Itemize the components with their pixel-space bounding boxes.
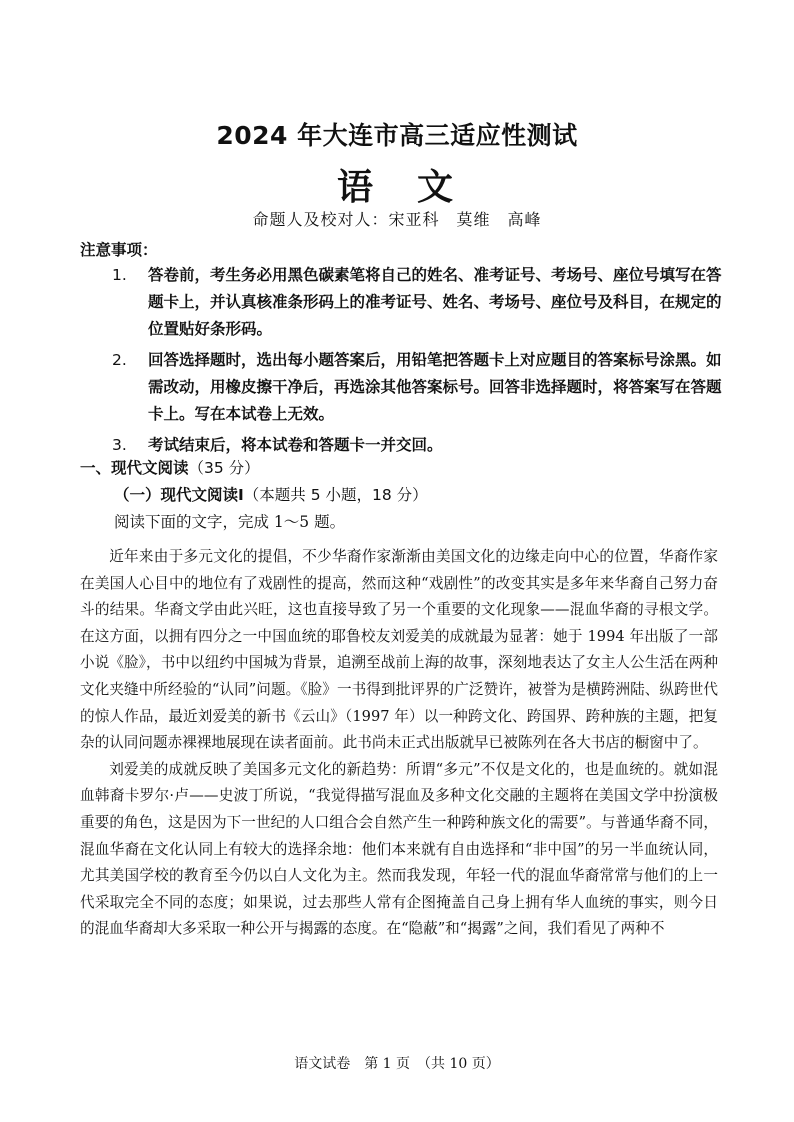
notice-list bbox=[112, 262, 724, 463]
notice-item bbox=[112, 262, 724, 343]
section-heading bbox=[80, 456, 260, 478]
notice-number: 1. bbox=[112, 266, 127, 284]
notice-text: 考试结束后，将本试卷和答题卡一并交回。 bbox=[148, 436, 443, 454]
subsection-note: （本题共 5 小题，18 分） bbox=[243, 486, 428, 504]
notice-item bbox=[112, 347, 724, 428]
notice-item bbox=[112, 432, 724, 459]
subsection-title: （一）现代文阅读Ⅰ bbox=[114, 486, 244, 504]
subsection-heading bbox=[114, 483, 428, 505]
section-title: 一、现代文阅读 bbox=[80, 459, 189, 477]
article-paragraph: 近年来由于多元文化的提倡，不少华裔作家渐渐由美国文化的边缘走向中心的位置，华裔作家在美国人心目中的地位有了戏剧性的提高，然而这种“戏剧性”的改变其实是多年来华裔自己努力奋斗的结果。华裔文学由此兴旺，这也直接导致了另一个重要的文化现象——混血华裔的寻根文学。在这方面，以拥有四分之一中国血统的耶鲁校友刘爱美的成就最为显著：她于 1994 年出版了一部小说《脸》，书中以纽约中国城为背景，追溯至战前上海的故事，深刻地表达了女主人公生活在两种文化夹缝中所经验的“认同”问题。《脸》一书得到批评界的广泛赞许，被誉为是横跨洲陆、纵跨世代的惊人作品，最近刘爱美的新书《云山》（1997 年）以一种跨文化、跨国界、跨种族的主题，把复杂的认同问题赤裸裸地展现在读者面前。此书尚未正式出版就早已被陈列在各大书店的橱窗中了。 bbox=[80, 548, 718, 752]
article-paragraph: 刘爱美的成就反映了美国多元文化的新趋势：所谓“多元”不仅是文化的，也是血统的。就如混血韩裔卡罗尔·卢——史波丁所说，“我觉得描写混血及多种文化交融的主题将在美国文学中扮演极重要的角色，这是因为下一世纪的人口组合会自然产生一种跨种族文化的需要”。与普通华裔不同，混血华裔在文化认同上有较大的选择余地：他们本来就有自由选择和“非中国”的另一半血统认同，尤其美国学校的教育至今仍以白人文化为主。然而我发现，年轻一代的混血华裔常常与他们的上一代采取完全不同的态度；如果说，过去那些人常有企图掩盖自己身上拥有华人血统的事实，则今日的混血华裔却大多采取一种公开与揭露的态度。在“隐蔽”和“揭露”之间，我们看见了两种不 bbox=[80, 760, 718, 938]
notice-text: 答卷前，考生务必用黑色碳素笔将自己的姓名、准考证号、考场号、座位号填写在答题卡上，并认真核准条形码上的准考证号、姓名、考场号、座位号及科目，在规定的位置贴好条形码。 bbox=[148, 266, 722, 338]
authors-line: 命题人及校对人：宋亚科 莫维 高峰 bbox=[252, 210, 542, 229]
notice-number: 2. bbox=[112, 351, 127, 369]
notice-number: 3. bbox=[112, 436, 127, 454]
exam-title: 2024 年大连市高三适应性测试 bbox=[216, 121, 578, 150]
page-footer: 语文试卷 第 1 页 （共 10 页） bbox=[294, 1056, 500, 1072]
notice-text: 回答选择题时，选出每小题答案后，用铅笔把答题卡上对应题目的答案标号涂黑。如需改动，用橡皮擦干净后，再选涂其他答案标号。回答非选择题时，将答案写在答题卡上。写在本试卷上无效。 bbox=[148, 351, 722, 423]
section-score: （35 分） bbox=[188, 459, 260, 477]
reading-instruction: 阅读下面的文字，完成 1～5 题。 bbox=[114, 513, 346, 531]
subject-title: 语 文 bbox=[336, 167, 457, 208]
article-body bbox=[80, 544, 718, 943]
notice-heading: 注意事项： bbox=[80, 241, 158, 259]
